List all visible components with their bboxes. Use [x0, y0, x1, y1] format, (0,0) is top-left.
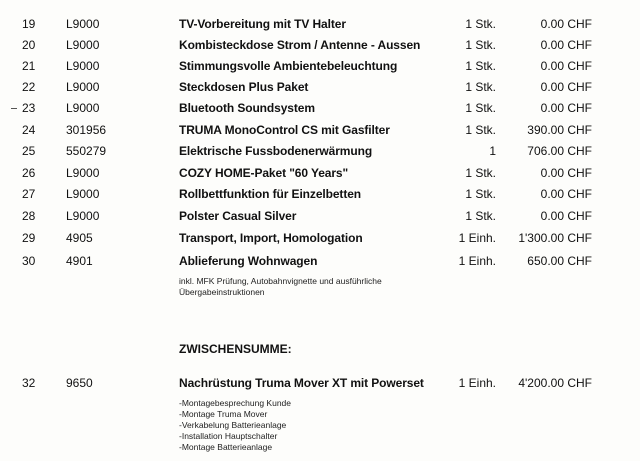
position-number: 22: [22, 80, 36, 94]
item-description: Bluetooth Soundsystem: [179, 101, 315, 115]
item-quantity: 1 Stk.: [465, 38, 496, 52]
item-price: 1'300.00 CHF: [518, 231, 592, 245]
item-note: -Montagebesprechung Kunde: [179, 398, 291, 408]
item-price: 706.00 CHF: [527, 144, 592, 158]
table-row: [0, 98, 640, 118]
item-description: TRUMA MonoControl CS mit Gasfilter: [179, 123, 390, 137]
article-number: 9650: [66, 376, 93, 390]
article-number: L9000: [66, 59, 100, 73]
item-quantity: 1 Stk.: [465, 17, 496, 31]
article-number: L9000: [66, 187, 100, 201]
article-number: L9000: [66, 80, 100, 94]
item-description: Ablieferung Wohnwagen: [179, 254, 318, 268]
article-number: L9000: [66, 38, 100, 52]
table-row: [0, 14, 640, 34]
item-description: Polster Casual Silver: [179, 209, 297, 223]
position-number: 25: [22, 144, 36, 158]
item-price: 4'200.00 CHF: [518, 376, 592, 390]
table-row: [0, 184, 640, 204]
item-quantity: 1 Einh.: [458, 231, 496, 245]
position-number: 30: [22, 254, 36, 268]
item-quantity: 1 Stk.: [465, 80, 496, 94]
item-description: Kombisteckdose Strom / Antenne - Aussen: [179, 38, 421, 52]
item-price: 390.00 CHF: [527, 123, 592, 137]
article-number: L9000: [66, 209, 100, 223]
table-row: [0, 163, 640, 183]
item-description: Rollbettfunktion für Einzelbetten: [179, 187, 362, 201]
item-quantity: 1 Stk.: [465, 187, 496, 201]
item-price: 650.00 CHF: [527, 254, 592, 268]
article-number: 4901: [66, 254, 93, 268]
article-number: 550279: [66, 144, 107, 158]
position-number: 20: [22, 38, 36, 52]
item-description: Elektrische Fussbodenerwärmung: [179, 144, 373, 158]
article-number: L9000: [66, 101, 100, 115]
item-quantity: 1 Stk.: [465, 59, 496, 73]
position-number: 24: [22, 123, 36, 137]
item-price: 0.00 CHF: [540, 80, 592, 94]
table-row: [0, 120, 640, 140]
article-number: L9000: [66, 17, 100, 31]
item-price: 0.00 CHF: [540, 101, 592, 115]
item-quantity: 1 Stk.: [465, 166, 496, 180]
table-row: [0, 141, 640, 161]
item-quantity: 1: [489, 144, 496, 158]
item-description: Stimmungsvolle Ambientebeleuchtung: [179, 59, 398, 73]
item-quantity: 1 Stk.: [465, 101, 496, 115]
item-quantity: 1 Stk.: [465, 123, 496, 137]
item-note: Übergabeinstruktionen: [179, 287, 265, 297]
position-number: 27: [22, 187, 36, 201]
item-price: 0.00 CHF: [540, 166, 592, 180]
item-description: Nachrüstung Truma Mover XT mit Powerset: [179, 376, 424, 390]
item-note: -Montage Truma Mover: [179, 409, 268, 419]
item-description: Steckdosen Plus Paket: [179, 80, 309, 94]
position-number: 19: [22, 17, 36, 31]
item-quantity: 1 Stk.: [465, 209, 496, 223]
position-number: 29: [22, 231, 36, 245]
item-description: TV-Vorbereitung mit TV Halter: [179, 17, 346, 31]
item-price: 0.00 CHF: [540, 187, 592, 201]
position-number: 21: [22, 59, 36, 73]
table-row: [0, 206, 640, 226]
article-number: 4905: [66, 231, 93, 245]
item-description: COZY HOME-Paket "60 Years": [179, 166, 349, 180]
position-number: 26: [22, 166, 36, 180]
table-row: [0, 228, 640, 248]
item-price: 0.00 CHF: [540, 17, 592, 31]
item-price: 0.00 CHF: [540, 209, 592, 223]
table-row: [0, 56, 640, 76]
subtotal-heading: ZWISCHENSUMME:: [179, 342, 292, 356]
item-note: -Installation Hauptschalter: [179, 431, 278, 441]
item-description: Transport, Import, Homologation: [179, 231, 363, 245]
item-quantity: 1 Einh.: [458, 376, 496, 390]
position-number: 32: [22, 376, 36, 390]
item-note: -Verkabelung Batterieanlage: [179, 420, 287, 430]
article-number: 301956: [66, 123, 107, 137]
item-price: 0.00 CHF: [540, 59, 592, 73]
item-note: -Montage Batterieanlage: [179, 442, 273, 452]
article-number: L9000: [66, 166, 100, 180]
position-number: 23: [22, 101, 36, 115]
item-price: 0.00 CHF: [540, 38, 592, 52]
position-number: 28: [22, 209, 36, 223]
table-row: [0, 373, 640, 393]
item-quantity: 1 Einh.: [458, 254, 496, 268]
table-row: [0, 77, 640, 97]
table-row: [0, 251, 640, 271]
item-note: inkl. MFK Prüfung, Autobahnvignette und ausführliche: [179, 276, 382, 286]
table-row: [0, 35, 640, 55]
